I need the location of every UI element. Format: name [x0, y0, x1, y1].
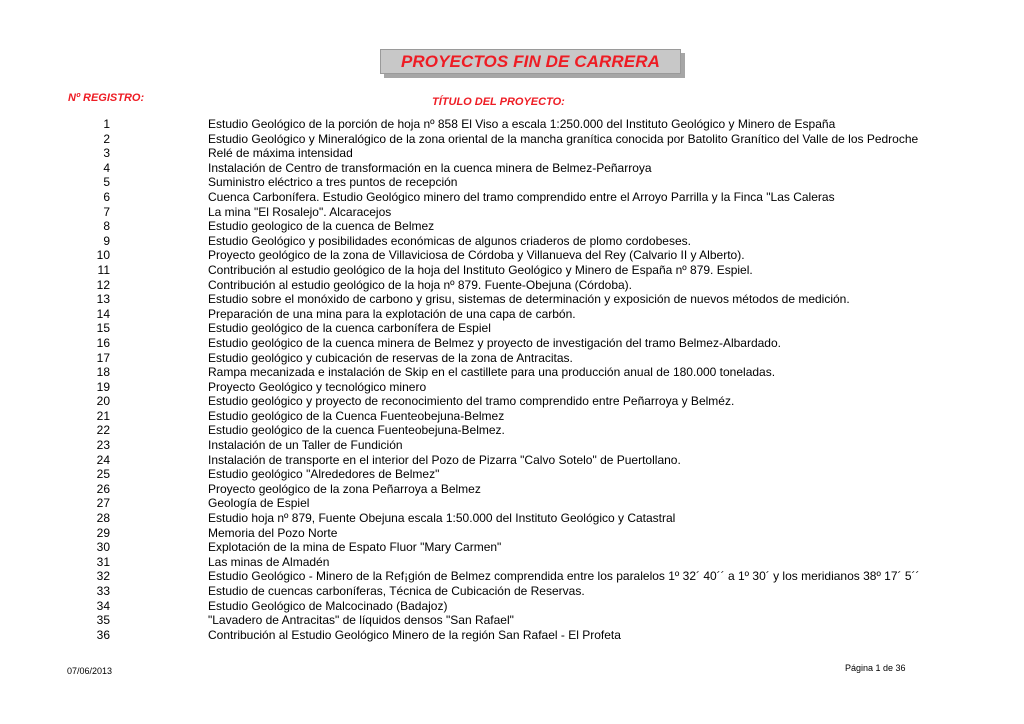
project-title: Estudio geológico de la cuenca carbonífera de Espiel [208, 321, 491, 336]
project-title: Instalación de Centro de transformación en la cuenca minera de Belmez-Peñarroya [208, 160, 652, 175]
project-title: Estudio hoja nº 879, Fuente Obejuna escala 1:50.000 del Instituto Geológico y Catastral [208, 511, 676, 526]
list-item [0, 175, 1024, 190]
list-item [0, 555, 1024, 570]
project-title: Memoria del Pozo Norte [208, 525, 338, 540]
list-item [0, 234, 1024, 249]
registro-number: 27 [96, 496, 110, 511]
list-item [0, 467, 1024, 482]
registro-number: 19 [96, 379, 110, 394]
column-header-registro: Nº REGISTRO: [68, 92, 145, 104]
project-title: Estudio geológico de la cuenca Fuenteobejuna-Belmez. [208, 423, 505, 438]
list-item [0, 496, 1024, 511]
list-item [0, 584, 1024, 599]
list-item [0, 248, 1024, 263]
list-item [0, 540, 1024, 555]
registro-number: 5 [103, 175, 110, 190]
project-title: Relé de máxima intensidad [208, 146, 353, 161]
registro-number: 29 [96, 525, 110, 540]
registro-number: 14 [96, 306, 110, 321]
registro-number: 36 [96, 627, 110, 642]
project-title: Estudio geológico "Alrededores de Belmez" [208, 467, 440, 482]
list-item [0, 132, 1024, 147]
registro-number: 1 [103, 117, 110, 131]
project-title: La mina "El Rosalejo". Alcaracejos [208, 204, 392, 219]
document-title: PROYECTOS FIN DE CARRERA [400, 51, 660, 71]
registro-number: 9 [103, 233, 110, 248]
project-title: Proyecto geológico de la zona Peñarroya a Belmez [208, 481, 481, 496]
list-item [0, 613, 1024, 628]
registro-number: 6 [103, 189, 110, 204]
project-title: "Lavadero de Antracitas" de líquidos densos "San Rafael" [208, 613, 514, 628]
list-item [0, 321, 1024, 336]
registro-number: 2 [103, 131, 110, 146]
project-title: Instalación de transporte en el interior del Pozo de Pizarra "Calvo Sotelo" de Puertollano. [208, 452, 681, 467]
footer-date: 07/06/2013 [67, 666, 113, 676]
registro-number: 30 [96, 540, 110, 555]
list-item [0, 453, 1024, 468]
list-item [0, 511, 1024, 526]
project-title: Estudio geológico y cubicación de reservas de la zona de Antracitas. [208, 350, 573, 365]
project-title: Las minas de Almadén [208, 554, 330, 569]
list-item [0, 263, 1024, 278]
registro-number: 31 [96, 554, 110, 569]
list-item [0, 307, 1024, 322]
registro-number: 10 [96, 248, 110, 263]
registro-number: 21 [96, 408, 110, 423]
list-item [0, 599, 1024, 614]
registro-number: 26 [96, 481, 110, 496]
list-item [0, 438, 1024, 453]
registro-number: 20 [96, 394, 110, 409]
list-item [0, 146, 1024, 161]
registro-number: 11 [97, 262, 110, 277]
list-item [0, 482, 1024, 497]
project-title: Proyecto Geológico y tecnológico minero [208, 379, 427, 394]
registro-number: 4 [103, 160, 110, 175]
registro-number: 23 [96, 438, 110, 453]
title-box [380, 49, 681, 74]
project-title: Contribución al estudio geológico de la hoja del Instituto Geológico y Minero de España nº 879. Espiel. [208, 262, 753, 277]
project-title: Estudio Geológico y posibilidades económicas de algunos criaderos de plomo cordobeses. [208, 233, 691, 248]
registro-number: 17 [96, 350, 110, 365]
registro-number: 24 [96, 452, 110, 467]
project-title: Preparación de una mina para la explotación de una capa de carbón. [208, 306, 576, 321]
list-item [0, 161, 1024, 176]
project-title: Explotación de la mina de Espato Fluor "Mary Carmen" [208, 540, 502, 555]
list-item [0, 219, 1024, 234]
document-title-banner [380, 49, 686, 79]
footer-page-number: Página 1 de 36 [845, 663, 906, 673]
project-title: Proyecto geológico de la zona de Villaviciosa de Córdoba y Villanueva del Rey (Calvario II y Alberto). [208, 248, 745, 263]
registro-number: 7 [103, 204, 110, 219]
list-item [0, 409, 1024, 424]
project-list [0, 117, 1024, 642]
project-title: Contribución al estudio geológico de la hoja nº 879. Fuente-Obejuna (Córdoba). [208, 277, 632, 292]
list-item [0, 351, 1024, 366]
project-title: Estudio de cuencas carboníferas, Técnica de Cubicación de Reservas. [208, 584, 585, 598]
project-title: Estudio Geológico de la porción de hoja nº 858 El Viso a escala 1:250.000 del Instituto Geológico y Minero de España [208, 117, 836, 131]
list-item [0, 278, 1024, 293]
project-title: Estudio Geológico y Mineralógico de la zona oriental de la mancha granítica conocida por Batolito Granítico del Valle de los Pedroche [208, 131, 919, 146]
column-header-titulo: TÍTULO DEL PROYECTO: [432, 96, 565, 108]
project-title: Suministro eléctrico a tres puntos de recepción [208, 175, 458, 190]
list-item [0, 365, 1024, 380]
project-title: Rampa mecanizada e instalación de Skip en el castillete para una producción anual de 180.000 toneladas. [208, 365, 776, 380]
registro-number: 33 [96, 584, 110, 598]
list-item [0, 423, 1024, 438]
registro-number: 18 [96, 365, 110, 380]
list-item [0, 569, 1024, 584]
list-item [0, 117, 1024, 132]
list-item [0, 380, 1024, 395]
registro-number: 12 [96, 277, 110, 292]
project-title: Estudio geológico de la cuenca minera de Belmez y proyecto de investigación del tramo Belmez-Albardado. [208, 335, 781, 350]
list-item [0, 205, 1024, 220]
list-item [0, 526, 1024, 541]
registro-number: 13 [96, 292, 110, 307]
list-item [0, 292, 1024, 307]
registro-number: 15 [96, 321, 110, 336]
project-title: Estudio geológico y proyecto de reconocimiento del tramo comprendido entre Peñarroya y Belméz. [208, 394, 735, 409]
project-title: Estudio Geológico de Malcocinado (Badajoz) [208, 598, 448, 613]
project-title: Estudio Geológico - Minero de la Ref¡gión de Belmez comprendida entre los paralelos 1º 32´ 40´´ a 1º 30´ y los meridianos 38º 17´ 5´´ [208, 569, 920, 584]
list-item [0, 394, 1024, 409]
list-item [0, 336, 1024, 351]
registro-number: 16 [96, 335, 110, 350]
registro-number: 8 [103, 219, 110, 234]
project-title: Geología de Espiel [208, 496, 310, 511]
project-title: Estudio geologico de la cuenca de Belmez [208, 219, 435, 234]
project-title: Instalación de un Taller de Fundición [208, 438, 403, 453]
registro-number: 35 [96, 613, 110, 628]
registro-number: 34 [96, 598, 110, 613]
registro-number: 22 [96, 423, 110, 438]
registro-number: 32 [96, 569, 110, 584]
list-item [0, 190, 1024, 205]
list-item [0, 628, 1024, 643]
registro-number: 25 [96, 467, 110, 482]
project-title: Contribución al Estudio Geológico Minero de la región San Rafael - El Profeta [208, 627, 621, 642]
registro-number: 28 [96, 511, 110, 526]
project-title: Estudio sobre el monóxido de carbono y grisu, sistemas de determinación y exposición de nuevos métodos de medición. [208, 292, 850, 307]
project-title: Cuenca Carbonífera. Estudio Geológico minero del tramo comprendido entre el Arroyo Parrilla y la Finca "Las Caleras [208, 189, 835, 204]
project-title: Estudio geológico de la Cuenca Fuenteobejuna-Belmez [208, 408, 505, 423]
registro-number: 3 [103, 146, 110, 161]
